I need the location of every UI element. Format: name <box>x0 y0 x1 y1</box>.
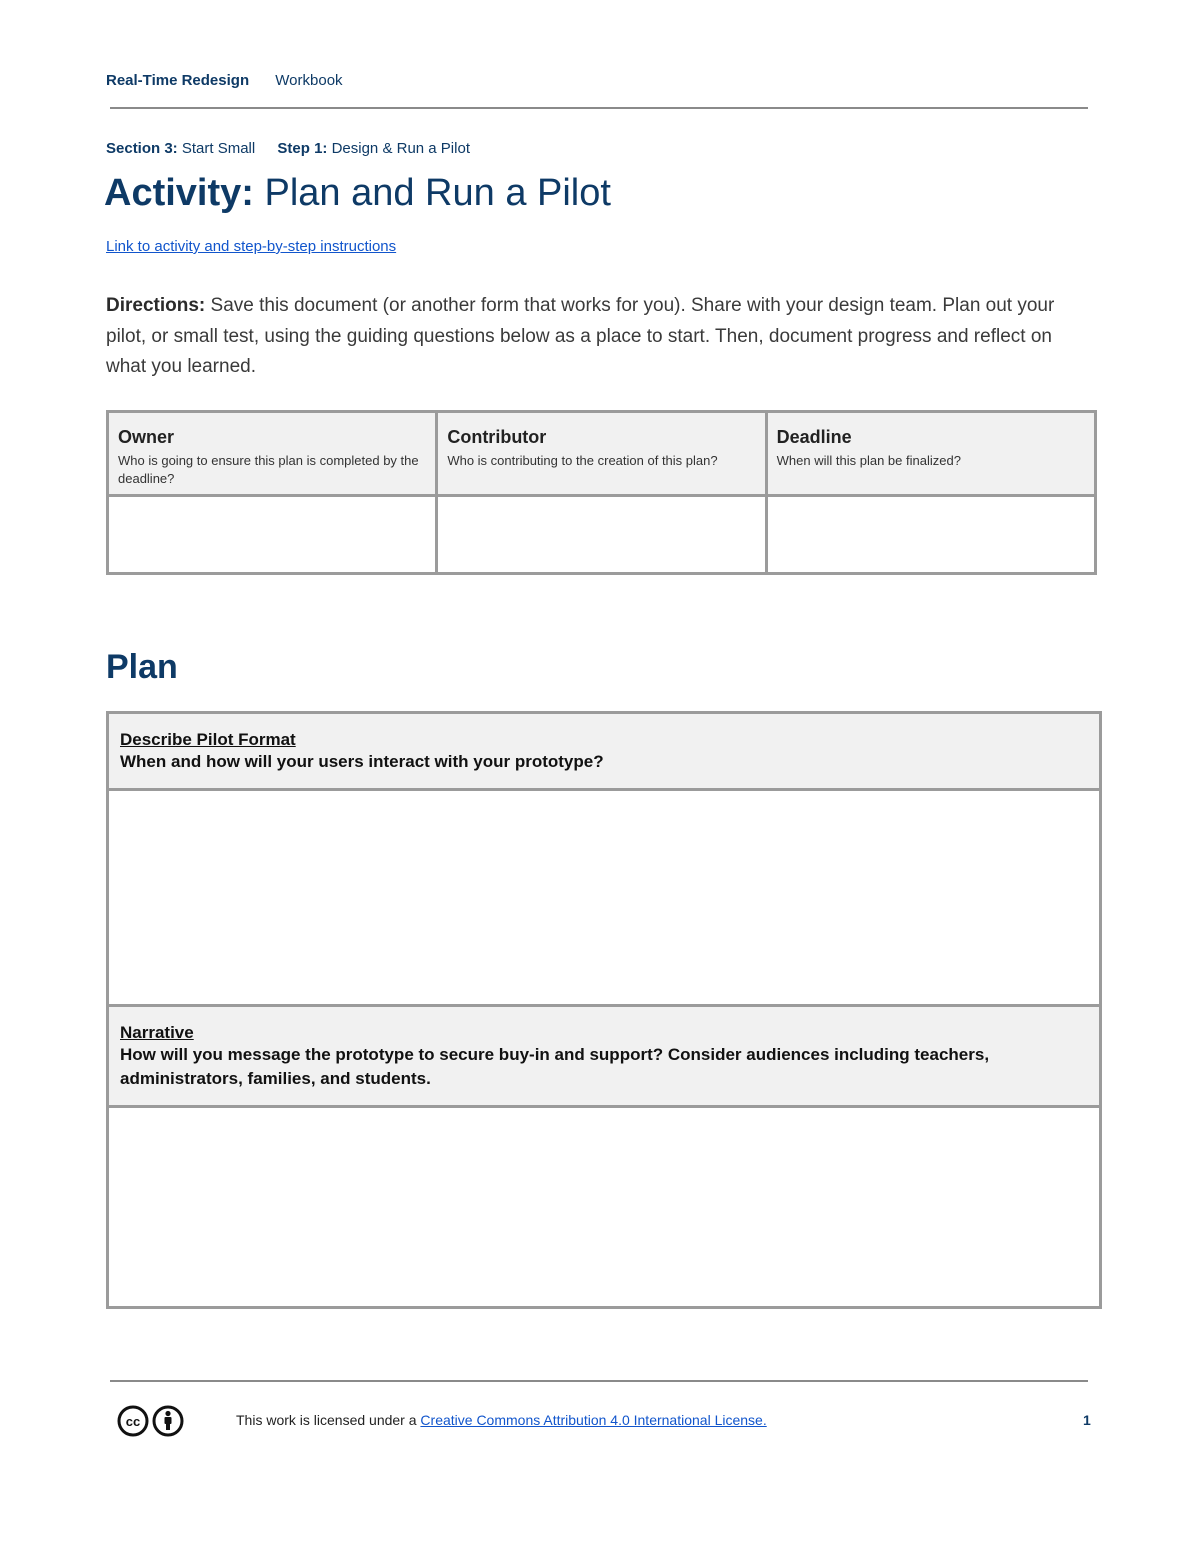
owner-contributor-deadline-table <box>106 410 1097 575</box>
footer-divider <box>110 1380 1088 1382</box>
pilot-format-question: When and how will your users interact with your prototype? <box>120 752 604 771</box>
activity-instructions-link[interactable]: Link to activity and step-by-step instructions <box>106 238 397 255</box>
contributor-title: Contributor <box>447 427 547 447</box>
owner-input-cell[interactable] <box>108 496 437 574</box>
deadline-input-cell[interactable] <box>766 496 1095 574</box>
narrative-question: How will you message the prototype to secure buy-in and support? Consider audiences including teachers, administrators, families, and students. <box>120 1045 990 1088</box>
creative-commons-icon <box>119 1407 147 1435</box>
narrative-title: Narrative <box>120 1023 194 1042</box>
contributor-header-cell <box>437 412 766 496</box>
contributor-input-cell[interactable] <box>437 496 766 574</box>
license-link[interactable]: Creative Commons Attribution 4.0 International License. <box>420 1412 767 1428</box>
narrative-question-cell <box>108 1006 1101 1107</box>
owner-subtitle: Who is going to ensure this plan is completed by the deadline? <box>118 453 419 486</box>
svg-text:cc: cc <box>125 1414 141 1429</box>
title-text: Plan and Run a Pilot <box>264 172 611 214</box>
license-prefix: This work is licensed under a <box>236 1412 417 1428</box>
title-prefix: Activity: <box>104 172 254 214</box>
contributor-subtitle: Who is contributing to the creation of this plan? <box>447 453 718 468</box>
license-statement <box>236 1412 767 1428</box>
section-breadcrumb <box>106 140 470 157</box>
section-name: Start Small <box>181 140 256 157</box>
owner-header-cell <box>108 412 437 496</box>
deadline-subtitle: When will this plan be finalized? <box>776 453 961 468</box>
pilot-format-title: Describe Pilot Format <box>120 730 296 749</box>
step-label: Step 1: <box>277 140 328 157</box>
attribution-icon <box>154 1407 182 1435</box>
page-header <box>106 72 343 89</box>
section-label: Section 3: <box>106 140 178 157</box>
step-name: Design & Run a Pilot <box>331 140 470 157</box>
plan-table <box>106 711 1102 1309</box>
pilot-format-question-cell <box>108 713 1101 790</box>
page-title <box>104 172 611 215</box>
pilot-format-answer-cell[interactable] <box>108 790 1101 1006</box>
directions-text: Save this document (or another form that works for you). Share with your design team. Plan out your pilot, or small test, using the guiding questions below as a place to start. Then, document progress and reflect on what you learned. <box>106 295 1055 377</box>
deadline-header-cell <box>766 412 1095 496</box>
owner-title: Owner <box>118 427 175 447</box>
license-icons <box>117 1405 187 1437</box>
plan-heading: Plan <box>106 648 178 686</box>
directions-paragraph <box>106 291 1091 383</box>
narrative-answer-cell[interactable] <box>108 1107 1101 1308</box>
header-label: Workbook <box>275 72 343 89</box>
page-number: 1 <box>1083 1412 1091 1428</box>
header-divider <box>110 107 1088 109</box>
deadline-title: Deadline <box>776 427 852 447</box>
brand-name: Real-Time Redesign <box>106 72 250 89</box>
directions-label: Directions: <box>106 295 206 316</box>
